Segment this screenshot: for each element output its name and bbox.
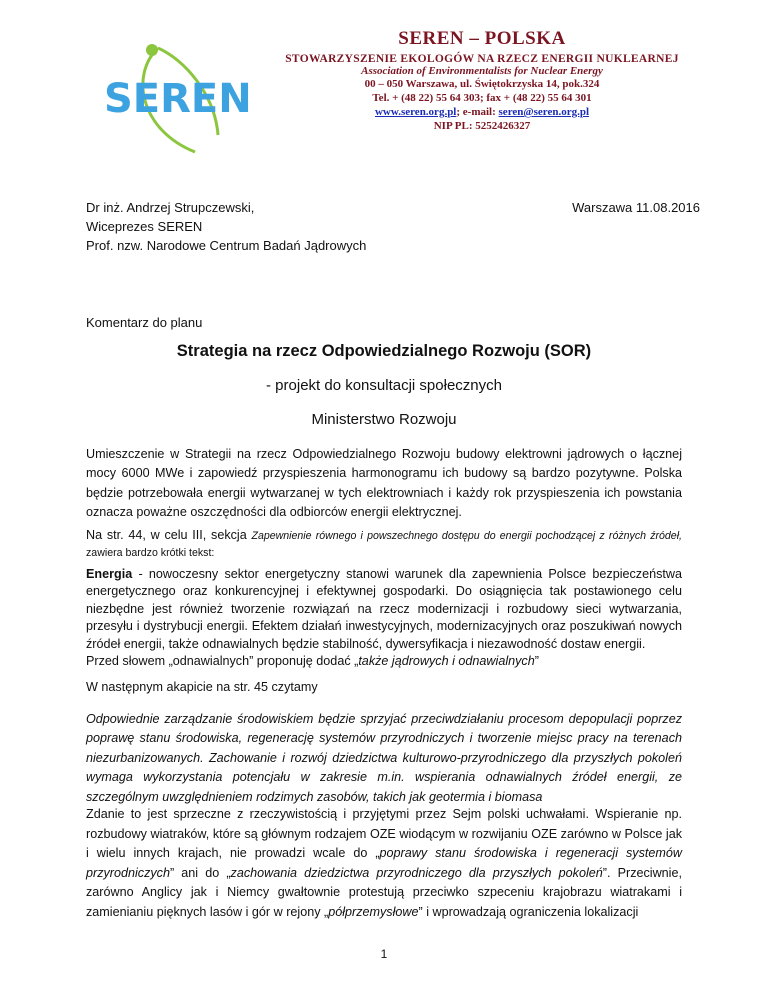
paragraph-next-ref: W następnym akapicie na str. 45 czytamy: [86, 680, 318, 694]
ministry-heading: Ministerstwo Rozwoju: [311, 411, 457, 428]
paragraph-quote-environment: Odpowiednie zarządzanie środowiskiem będzie sprzyjać przeciwdziałaniu procesom depopulacji poprzez poprawę stanu środowiska, regenerację systemów przyrodniczych i tworzenie miejsc pracy na terenach niezurbanizowanych. Zachowanie i rozwój dziedzictwa kulturowo-przyrodniczego dla przyszłych pokoleń wymaga wykorzystania potencjału w zakresie m.in. wspierania odnawialnych źródeł energii, ze szczególnym uwzględnieniem rodzimych zasobów, takich jak geotermia i biomasa: [86, 712, 682, 804]
author-name: Dr inż. Andrzej Strupczewski,: [86, 200, 255, 215]
paragraph-critique: [86, 805, 682, 922]
proposal-italic: także jądrowych i odnawialnych: [358, 654, 535, 669]
org-contact: [262, 105, 702, 119]
critique-italic-3: półprzemysłowe: [328, 904, 419, 919]
organization-header: [262, 28, 702, 133]
critique-text-1: Zdanie to jest sprzeczne z rzeczywistością i przyjętymi przez Sejm polski uchwałami. Wspieranie np. rozbudowy wiatraków, które są głównym rodzajem OZE wiodącym w rozwijaniu OZE zarówno w Polsce jak i wielu innych krajach, nie prowadzi wcale do „: [86, 807, 682, 860]
critique-text-4: ” i wprowadzają ograniczenia lokalizacji: [418, 904, 639, 919]
section-ref-lead: Na str. 44, w celu III, sekcja: [86, 528, 252, 542]
quote-energy-text: - nowoczesny sektor energetyczny stanowi warunek dla zapewnienia Polsce bezpieczeństwa energetycznego oraz konkurencyjnej i efektywnej gospodarki. Do osiągnięcia tak postawionego celu niezbędne jest również tworzenie rozwiązań na rzecz modernizacji i rozbudowy sieci wytwarzania, przesyłu i dystrybucji energii. Efektem działań inwestycyjnych, modernizacyjnych oraz poszukiwań nowych źródeł energii, także odnawialnych będzie stabilność, dywersyfikacja i niezawodność dostaw energii.: [86, 567, 682, 651]
main-heading: Strategia na rzecz Odpowiedzialnego Rozwoju (SOR): [176, 342, 592, 360]
author-affiliation: Prof. nzw. Narodowe Centrum Badań Jądrowych: [86, 238, 367, 253]
section-ref-title: Zapewnienie równego i powszechnego dostępu do energii pochodzącej z różnych źródeł,: [251, 530, 682, 542]
email-link[interactable]: seren@seren.org.pl: [498, 106, 590, 118]
org-name-en: Association of Environmentalists for Nuclear Energy: [361, 65, 603, 77]
critique-text-3: ”. Przeciwnie, zarówno Anglicy jak i Niemcy gwałtownie protestują przeciwko szpeceniu krajobrazu wiatrakami i zamienianiu pięknych lasów i gór w rejony „: [86, 865, 682, 919]
quote-energy-bold: Energia: [86, 567, 133, 581]
critique-text-2: ” ani do „: [170, 865, 231, 880]
website-link[interactable]: www.seren.org.pl: [374, 106, 457, 118]
org-phone: Tel. + (48 22) 55 64 303; fax + (48 22) 55 64 301: [372, 92, 592, 104]
paragraph-quote-energy: [86, 566, 682, 670]
proposal-lead: Przed słowem „odnawialnych” proponuję dodać „: [86, 654, 359, 669]
section-ref-tail: zawiera bardzo krótki tekst:: [86, 547, 215, 559]
org-name-pl: STOWARZYSZENIE EKOLOGÓW NA RZECZ ENERGII NUKLEARNEJ: [285, 53, 679, 65]
critique-italic-2: zachowania dziedzictwa przyrodniczego dla przyszłych pokoleń: [230, 865, 603, 880]
email-label: ; e-mail:: [456, 106, 499, 118]
paragraph-section-ref: [86, 527, 682, 561]
org-title: SEREN – POLSKA: [398, 28, 566, 49]
proposal-end: ”: [534, 654, 539, 669]
comment-label: Komentarz do planu: [86, 315, 203, 330]
author-role: Wiceprezes SEREN: [86, 219, 203, 234]
org-address: 00 – 050 Warszawa, ul. Świętokrzyska 14, pok.324: [364, 78, 600, 90]
org-nip: NIP PL: 5252426327: [433, 120, 531, 132]
author-block: [86, 198, 406, 255]
logo-text: SEREN: [104, 76, 252, 122]
critique-italic-1: poprawy stanu środowiska i regeneracji systemów przyrodniczych: [86, 846, 682, 880]
page-number: 1: [380, 947, 388, 961]
paragraph-intro: Umieszczenie w Strategii na rzecz Odpowiedzialnego Rozwoju budowy elektrowni jądrowych o łącznej mocy 6000 MWe i zapowiedź przyspieszenia harmonogramu ich budowy są bardzo pozytywne. Polska będzie potrzebowała energii wytwarzanej w tych elektrowniach i każdy rok przyspieszenia ich powstania oznacza poważne oszczędności dla odbiorców energii elektrycznej.: [86, 447, 682, 519]
sub-heading: - projekt do konsultacji społecznych: [266, 377, 502, 394]
document-date: Warszawa 11.08.2016: [572, 200, 700, 215]
seren-logo: [100, 40, 260, 160]
